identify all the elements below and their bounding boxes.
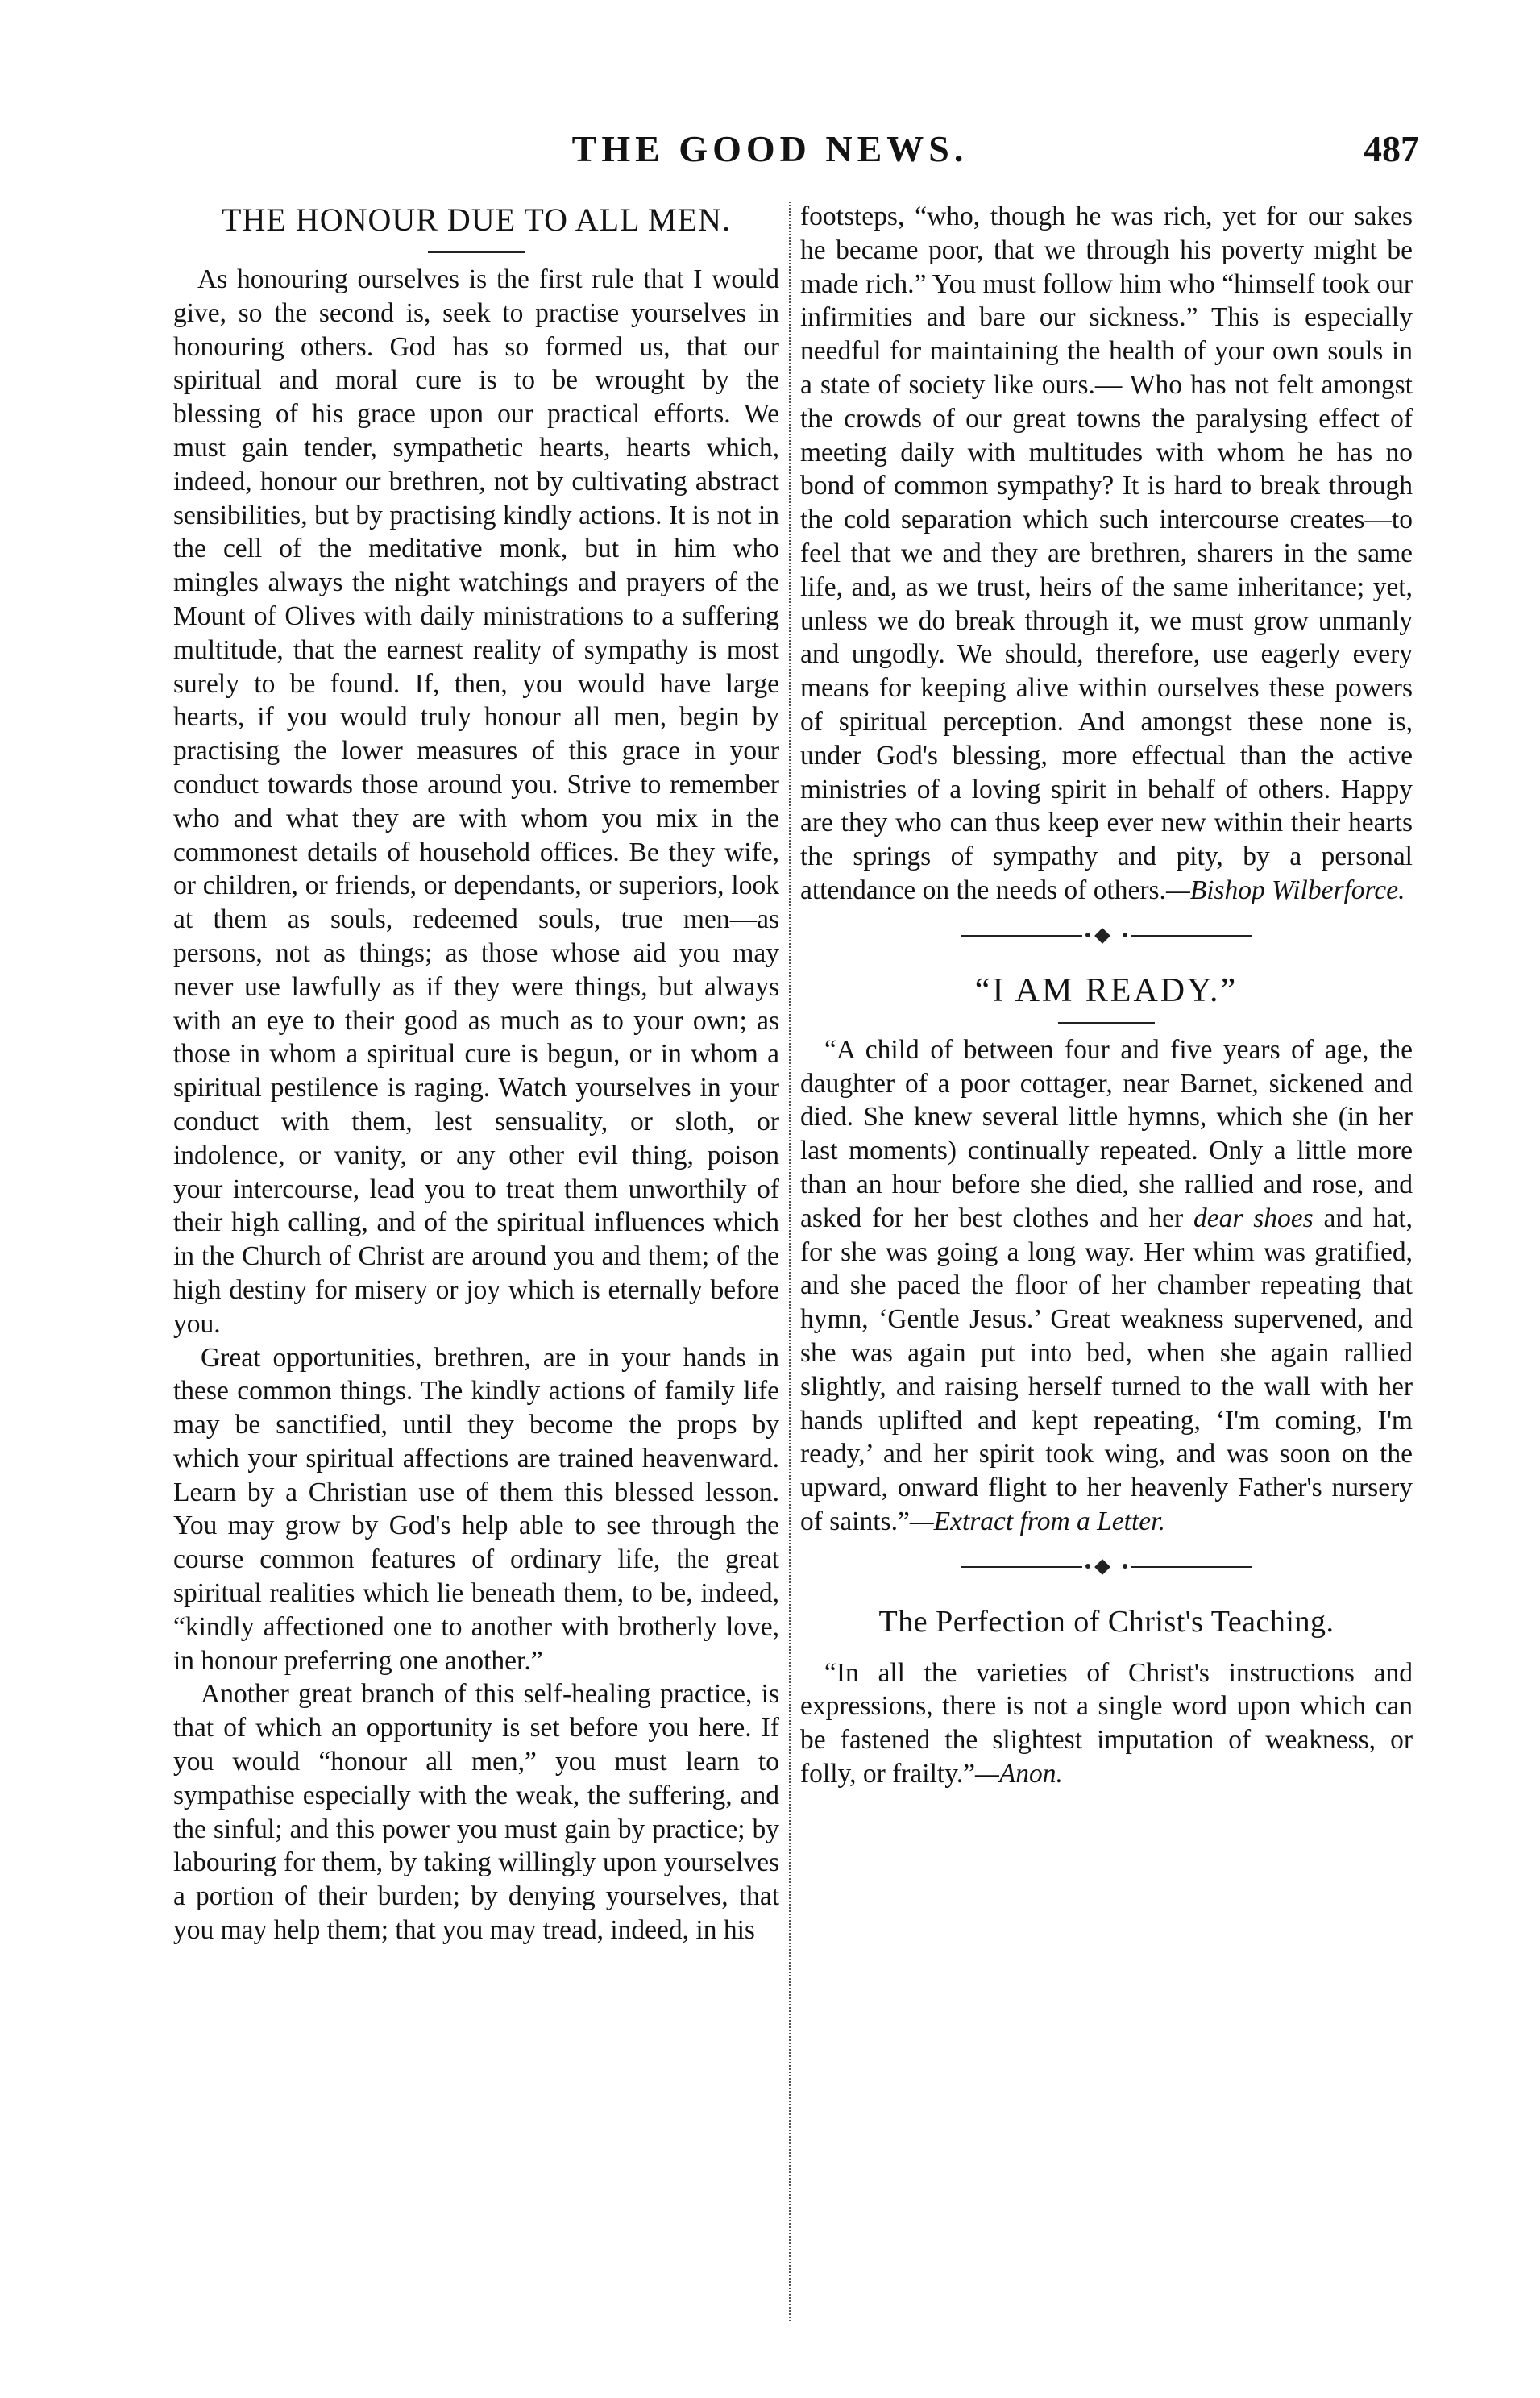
article-title-perfection: The Perfection of Christ's Teaching.: [878, 1604, 1335, 1639]
right-column: [800, 200, 1413, 2328]
ready-text-start: “A child of between four and five years of age, the daughter of a poor cottager, near Barnet, sickened and died. She knew several little hymns, which she (in her last moments) continually repeated. Only a little more than an hour before she died, she rallied and rose, and asked for her best clothes and her: [800, 1034, 1413, 1233]
honour-paragraph-3-start: Another great branch of this self-healing practice, is that of which an opportunity is set before you here. If you would “honour all men,” you must learn to sympathise especially with the weak, the suffering, and the sinful; and this power you must gain by practice; by labouring for them, by taking willingly upon yourselves a portion of their burden; by denying yourselves, that you may help them; that you may tread, indeed, in his: [173, 1679, 779, 1946]
honour-paragraph-3-text: footsteps, “who, though he was rich, yet for our sakes he became poor, that we through his poverty might be made rich.” You must follow him who “himself took our infirmities and bare our sickness.” This is especially needful for maintaining the health of your own souls in a state of society like ours.— Who has not felt amongst the crowds of our great towns the paralysing effect of meeting daily with multitudes with whom he has no bond of common sympathy? It is hard to break through the cold separation which such intercourse creates—to feel that we and they are brethren, sharers in the same life, and, as we trust, heirs of the same inheritance; yet, unless we do break through it, we must grow unmanly and ungodly. We should, therefore, use eagerly every means for keeping alive within ourselves these powers of spiritual perception. And amongst these none is, under God's blessing, more effectual than the active ministries of a loving spirit in behalf of others. Happy are they who can thus keep ever new within their hearts the springs of sympathy and pity, by a personal attendance on the needs of others.: [800, 202, 1413, 905]
ready-attribution: —Extract from a Letter.: [909, 1506, 1165, 1536]
title-rule: [428, 251, 525, 253]
honour-paragraph-3-continued: [800, 200, 1413, 908]
section-divider-ornament: [961, 1555, 1252, 1579]
diamond-ornament-icon: [1094, 1559, 1110, 1575]
page-number: 487: [1364, 128, 1419, 169]
honour-attribution: —Bishop Wilberforce.: [1165, 875, 1405, 905]
article-title-honour: THE HONOUR DUE TO ALL MEN.: [222, 202, 731, 238]
diamond-ornament-icon: [1094, 928, 1110, 944]
honour-paragraph-1: As honouring ourselves is the first rule that I would give, so the second is, seek to practise yourselves in honouring others. God has so formed us, that our spiritual and moral cure is to be wrought by the blessing of his grace upon our practical efforts. We must gain tender, sympathetic hearts, hearts which, indeed, honour our brethren, not by cultivating abstract sensibilities, but by practising kindly actions. It is not in the cell of the meditative monk, but in him who mingles always the night watchings and prayers of the Mount of Olives with daily ministrations to a suffering multitude, that the earnest reality of sympathy is most surely to be found. If, then, you would have large hearts, if you would truly honour all men, begin by practising the lower measures of this grace in your conduct towards those around you. Strive to remember who and what they are with whom you mix in the commonest details of household offices. Be they wife, or children, or friends, or dependants, or superiors, look at them as souls, redeemed souls, true men—as persons, not as things; as those whose aid you may never use lawfully as if they were things, but always with an eye to their good as much as to your own; as those in whom a spiritual cure is begun, or in whom a spiritual pestilence is raging. Watch yourselves in your conduct with them, lest sensuality, or sloth, or indolence, or vanity, or any other evil thing, poison your intercourse, lead you to treat them unworthily of their high calling, and of the spiritual influences which in the Church of Christ are around you and them; of the high destiny for misery or joy which is eternally before you.: [173, 264, 779, 1339]
perfection-attribution: —Anon.: [975, 1759, 1063, 1789]
article-title-ready: “I AM READY.”: [974, 971, 1239, 1009]
column-divider: [789, 202, 791, 2321]
perfection-text: “In all the varieties of Christ's instructions and expressions, there is not a single word upon which can be fastened the slightest imputation of weakness, or folly, or frailty.”: [800, 1657, 1413, 1789]
ready-text-end: and hat, for she was going a long way. Her whim was gratified, and she paced the floor of her chamber repeating that hymn, ‘Gentle Jesus.’ Great weakness supervened, and she was again put into bed, when she again rallied slightly, and raising herself turned to the wall with her hands uplifted and kept repeating, ‘I'm coming, I'm ready,’ and her spirit took wing, and was soon on the upward, onward flight to her heavenly Father's nursery of saints.”: [800, 1203, 1413, 1536]
title-rule: [1058, 1022, 1155, 1024]
section-divider-ornament: [961, 924, 1252, 948]
ready-paragraph: [800, 1033, 1413, 1539]
perfection-paragraph: [800, 1656, 1413, 1791]
ready-italic-words: dear shoes: [1193, 1203, 1314, 1233]
running-title: THE GOOD NEWS.: [571, 128, 969, 169]
left-column: [173, 200, 779, 2328]
running-head: [0, 127, 1540, 176]
honour-paragraph-2: Great opportunities, brethren, are in your hands in these common things. The kindly actions of family life may be sanctified, until they become the props by which your spiritual affections are trained heavenward. Learn by a Christian use of them this blessed lesson. You may grow by God's help able to see through the course common features of ordinary life, the great spiritual realities which lie beneath them, to be, indeed, “kindly affectioned one to another with brotherly love, in honour preferring one another.”: [173, 1342, 779, 1676]
